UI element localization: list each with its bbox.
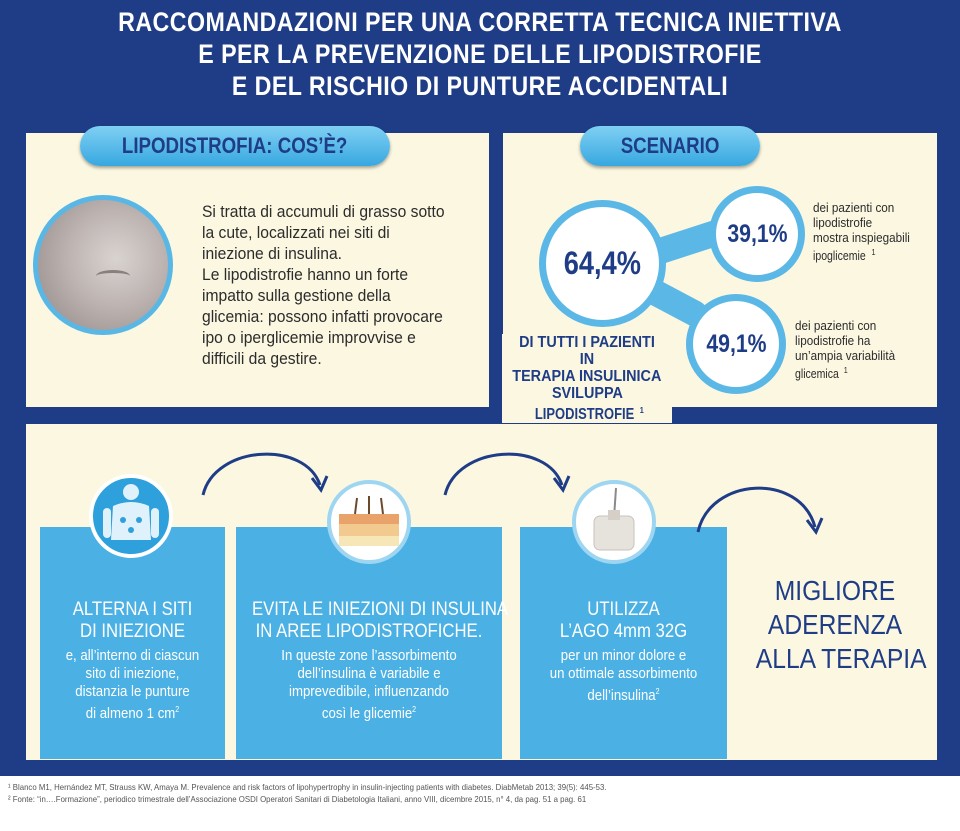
step-avoid-areas: EVITA LE INIEZIONI DI INSULINA IN AREE LIPODISTROFICHE. In queste zone l’assorbimento dell’insulina è variabile e imprevedibile, influenzando così le glicemie$^2$: [236, 527, 502, 759]
needle-icon: [572, 480, 656, 564]
stat2-description: dei pazienti con lipodistrofie ha un’ampia variabilità glicemica $^1$: [795, 318, 896, 382]
main-stat-circle: 64,4%: [539, 200, 666, 327]
skin-photo: [33, 195, 173, 335]
arrow-icon: [195, 440, 335, 500]
stat2-circle: 49,1%: [686, 294, 786, 394]
lipo-heading: LIPODISTROFIA: COS’È?: [80, 126, 390, 166]
outcome-text: MIGLIORE ADERENZA ALLA TERAPIA: [755, 575, 927, 674]
stat1-circle: 39,1%: [709, 186, 805, 282]
page-title: RACCOMANDAZIONI PER UNA CORRETTA TECNICA INIETTIVA E PER LA PREVENZIONE DELLE LIPODISTROFIE E DEL RISCHIO DI PUNTURE ACCIDENTALI: [118, 7, 842, 101]
step-alternate-sites: ALTERNA I SITI DI INIEZIONE e, all’interno di ciascun sito di iniezione, distanzia le punture di almeno 1 $cm^2$: [40, 527, 225, 759]
lipo-description: Si tratta di accumuli di grasso sotto la cute, localizzati nei siti di iniezione di insulina. Le lipodistrofie hanno un forte impatto sulla gestione della glicemia: possono infatti provocare ipo o iperglicemie improvvise e difficili da gestire.: [202, 202, 445, 368]
arrow-icon: [437, 440, 577, 500]
step-use-needle: UTILIZZA L’AGO 4mm 32G per un minor dolore e un ottimale assorbimento dell’insulina$^2$: [520, 527, 727, 759]
body-icon: [89, 474, 173, 558]
references: ¹ Blanco M1, Hernández MT, Strauss KW, Amaya M. Prevalence and risk factors of lipohypertrophy in insulin-injecting patients with diabetes. DiabMetab 2013; 39(5): 445-53. ² Fonte: “in….Formazione”, periodico trimestrale dell’Associazione OSDI Operatori Sanitari di Diabetologia Italiani, anno VIII, dicembre 2015, n° 4, da pag. 51 a pag. 61: [8, 782, 607, 804]
skin-layers-icon: [327, 480, 411, 564]
stat1-description: dei pazienti con lipodistrofie mostra inspiegabili ipoglicemie $^1$: [813, 200, 910, 264]
main-stat-caption: DI TUTTI I PAZIENTI IN TERAPIA INSULINICA SVILUPPA LIPODISTROFIE $^1$: [502, 334, 672, 423]
arrow-icon: [690, 472, 830, 542]
scenario-heading: SCENARIO: [580, 126, 760, 166]
